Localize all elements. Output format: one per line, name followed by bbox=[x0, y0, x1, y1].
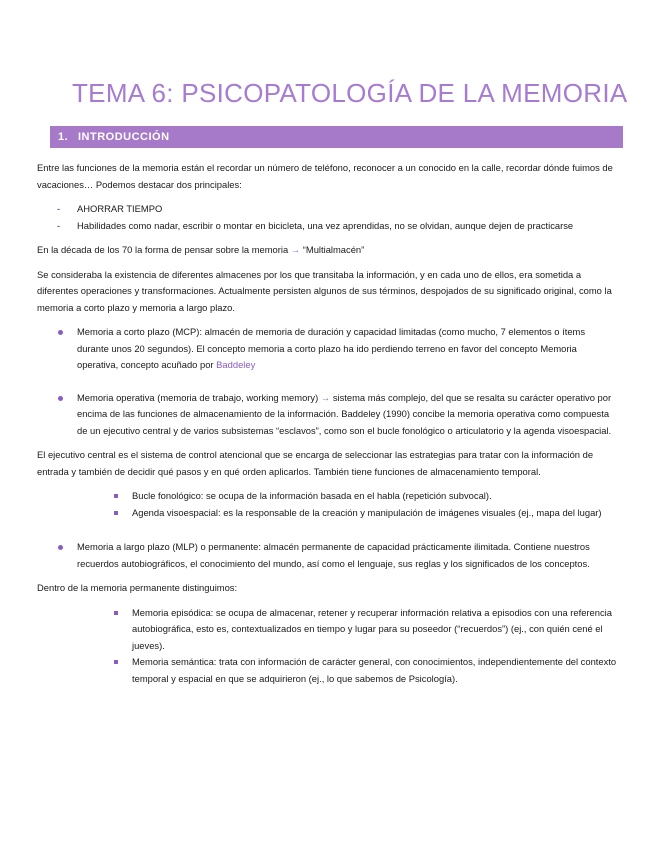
list-item: Bucle fonológico: se ocupa de la información basada en el habla (repetición subvocal). bbox=[99, 488, 617, 505]
arrow-icon: → bbox=[290, 244, 301, 255]
section-number: 1. bbox=[58, 131, 69, 143]
memory-type-list bbox=[37, 324, 617, 439]
document-body bbox=[37, 160, 617, 695]
list-item-mlp: Memoria a largo plazo (MLP) o permanente: almacén permanente de capacidad prácticamente ilimitada. Contiene nuestros recuerdos autobiográficos, el conocimiento del mundo, así como el lenguaje, sus reglas y los significados de los conceptos. bbox=[37, 539, 617, 572]
list-item: - Habilidades como nadar, escribir o montar en bicicleta, una vez aprendidas, no se olvidan, aunque dejen de practicarse bbox=[37, 218, 617, 235]
baddeley-link[interactable]: Baddeley bbox=[216, 359, 256, 370]
dot-bullet-icon bbox=[58, 396, 63, 401]
list-item: Memoria semántica: trata con información de carácter general, con conocimientos, independientemente del contexto temporal y espacial en que se adquirieron (ej., lo que sabemos de Psicología). bbox=[99, 654, 617, 687]
square-bullet-icon bbox=[114, 660, 118, 664]
list-item: Agenda visoespacial: es la responsable de la creación y manipulación de imágenes visuales (ej., mapa del lugar) bbox=[99, 505, 617, 522]
list-item: Memoria episódica: se ocupa de almacenar, retener y recuperar información relativa a episodios con una referencia autobiográfica, esto es, contextualizados en tiempo y lugar para su poseedor (“recuerdos”) (ej., con quién cené el jueves). bbox=[99, 605, 617, 655]
memory-type-list-2 bbox=[37, 539, 617, 572]
arrow-icon: → bbox=[320, 391, 331, 403]
dash-bullet-icon: - bbox=[57, 203, 61, 214]
subsystem-list bbox=[99, 488, 617, 521]
paragraph-decade: En la década de los 70 la forma de pensar sobre la memoria → “Multialmacén” bbox=[37, 244, 365, 255]
square-bullet-icon bbox=[114, 511, 118, 515]
list-item: - AHORRAR TIEMPO bbox=[37, 201, 617, 218]
dash-bullet-icon: - bbox=[57, 219, 61, 231]
square-bullet-icon bbox=[114, 494, 118, 498]
paragraph-intro: Entre las funciones de la memoria están el recordar un número de teléfono, reconocer a un conocido en la calle, recordar dónde fuimos de vacaciones… Podemos destacar dos principales: bbox=[37, 162, 613, 190]
paragraph-almacenes: Se consideraba la existencia de diferentes almacenes por los que transitaba la información, y en cada uno de ellos, era sometida a diferentes operaciones y transformaciones. Actualmente persisten algunos de sus términos, despojados de su significado original, como la memoria a corto plazo y memoria a largo plazo. bbox=[37, 268, 612, 313]
square-bullet-icon bbox=[114, 611, 118, 615]
dash-list bbox=[37, 201, 617, 234]
list-item-mcp: Memoria a corto plazo (MCP): almacén de memoria de duración y capacidad limitadas (como mucho, 7 elementos o ítems durante unos 20 segundos). El concepto memoria a corto plazo ha ido perdiendo terreno en favor del concepto Memoria operativa, concepto acuñado por Baddeley bbox=[37, 324, 617, 374]
paragraph-ejecutivo: El ejecutivo central es el sistema de control atencional que se encarga de seleccionar las estrategias para tratar con la información de entrada y también de decidir qué pasos y en qué orden aplicarlos. También tiene funciones de almacenamiento temporal. bbox=[37, 449, 594, 477]
permanent-memory-list bbox=[99, 605, 617, 688]
section-header bbox=[50, 126, 623, 148]
page-title: TEMA 6: PSICOPATOLOGÍA DE LA MEMORIA bbox=[72, 78, 628, 108]
dot-bullet-icon bbox=[58, 330, 63, 335]
dot-bullet-icon bbox=[58, 545, 63, 550]
paragraph-permanente: Dentro de la memoria permanente distinguimos: bbox=[37, 582, 238, 593]
list-item-operativa: Memoria operativa (memoria de trabajo, working memory) → sistema más complejo, del que se resalta su carácter operativo por encima de las funciones de almacenamiento de la información. Baddeley (1990) concibe la memoria operativa como compuesta de un ejecutivo central y de varios subsistemas “esclavos”, como son el bucle fonológico o articulatorio y la agenda visoespacial. bbox=[37, 390, 617, 440]
section-label: INTRODUCCIÓN bbox=[78, 131, 170, 143]
